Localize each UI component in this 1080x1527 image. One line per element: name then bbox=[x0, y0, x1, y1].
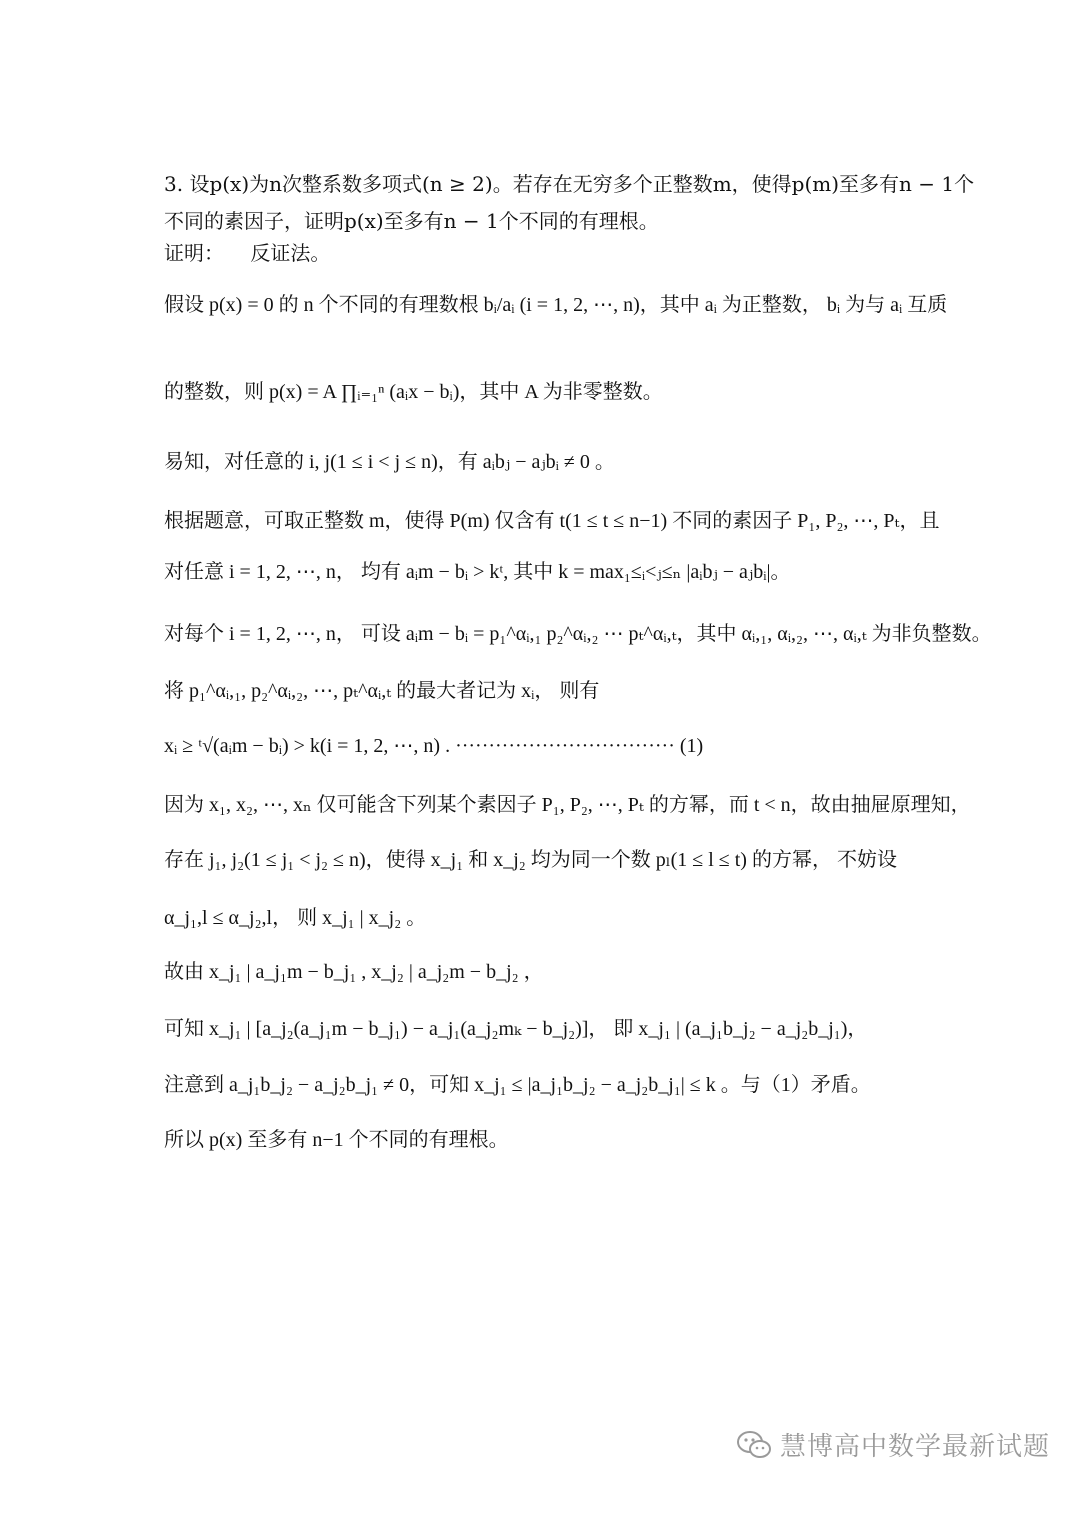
proof-line-13: 注意到 a_j₁b_j₂ − a_j₂b_j₁ ≠ 0，可知 x_j₁ ≤ |a_j₁b_j₂ − a_j₂b_j₁| ≤ k 。与（1）矛盾。 bbox=[164, 1074, 871, 1096]
proof-line-10: α_j₁,l ≤ α_j₂,l， 则 x_j₁ | x_j₂ 。 bbox=[164, 907, 427, 929]
proof-line-9: 存在 j₁, j₂(1 ≤ j₁ < j₂ ≤ n)，使得 x_j₁ 和 x_j₂ 均为同一个数 pₗ(1 ≤ l ≤ t) 的方幂， 不妨设 bbox=[164, 849, 897, 871]
proof-line-6: 将 p₁^αᵢ,₁, p₂^αᵢ,₂, ⋯, pₜ^αᵢ,ₜ 的最大者记为 xᵢ， 则有 bbox=[164, 680, 600, 702]
proof-method: 反证法。 bbox=[250, 241, 331, 265]
wechat-icon bbox=[736, 1430, 772, 1460]
watermark bbox=[736, 1426, 1050, 1463]
proof-line-11: 故由 x_j₁ | a_j₁m − b_j₁ , x_j₂ | a_j₂m − b_j₂ ， bbox=[164, 961, 544, 983]
proof-line-3: 易知，对任意的 i, j(1 ≤ i < j ≤ n)，有 aᵢbⱼ − aⱼbᵢ ≠ 0 。 bbox=[164, 451, 615, 473]
problem-line-1: 3. 设p(x)为n次整系数多项式(n ≥ 2)。若存在无穷多个正整数m，使得p(m)至多有n − 1个 bbox=[164, 172, 975, 196]
proof-line-12: 可知 x_j₁ | [a_j₂(a_j₁m − b_j₁) − a_j₁(a_j₂mₖ − b_j₂)]， 即 x_j₁ | (a_j₁b_j₂ − a_j₂b_j₁)， bbox=[164, 1018, 868, 1040]
problem-line-2: 不同的素因子，证明p(x)至多有n − 1个不同的有理根。 bbox=[164, 209, 659, 233]
proof-line-4a: 根据题意，可取正整数 m，使得 P(m) 仅含有 t(1 ≤ t ≤ n−1) 不同的素因子 P₁, P₂, ⋯, Pₜ，且 bbox=[164, 510, 940, 532]
proof-line-4b: 对任意 i = 1, 2, ⋯, n， 均有 aᵢm − bᵢ > kᵗ, 其中 k = max₁≤ᵢ<ⱼ≤ₙ |aᵢbⱼ − aⱼbᵢ|。 bbox=[164, 561, 791, 583]
proof-line-5: 对每个 i = 1, 2, ⋯, n， 可设 aᵢm − bᵢ = p₁^αᵢ,₁ p₂^αᵢ,₂ ⋯ pₜ^αᵢ,ₜ，其中 αᵢ,₁, αᵢ,₂, ⋯, αᵢ,ₜ 为非负整数。 bbox=[164, 623, 992, 645]
proof-label: 证明： bbox=[164, 241, 224, 265]
proof-line-1: 假设 p(x) = 0 的 n 个不同的有理数根 bᵢ/aᵢ (i = 1, 2, ⋯, n)，其中 aᵢ 为正整数， bᵢ 为与 aᵢ 互质 bbox=[164, 294, 948, 316]
conclusion: 所以 p(x) 至多有 n−1 个不同的有理根。 bbox=[164, 1129, 509, 1151]
proof-heading bbox=[164, 241, 920, 265]
equation-1: xᵢ ≥ ᵗ√(aᵢm − bᵢ) > k(i = 1, 2, ⋯, n) . ································· (1) bbox=[164, 735, 704, 757]
watermark-text: 慧博高中数学最新试题 bbox=[780, 1432, 1051, 1462]
proof-line-2: 的整数，则 p(x) = A ∏ᵢ₌₁ⁿ (aᵢx − bᵢ)，其中 A 为非零整数。 bbox=[164, 381, 663, 403]
proof-line-8: 因为 x₁, x₂, ⋯, xₙ 仅可能含下列某个素因子 P₁, P₂, ⋯, Pₜ 的方幂，而 t < n，故由抽屉原理知， bbox=[164, 794, 971, 816]
